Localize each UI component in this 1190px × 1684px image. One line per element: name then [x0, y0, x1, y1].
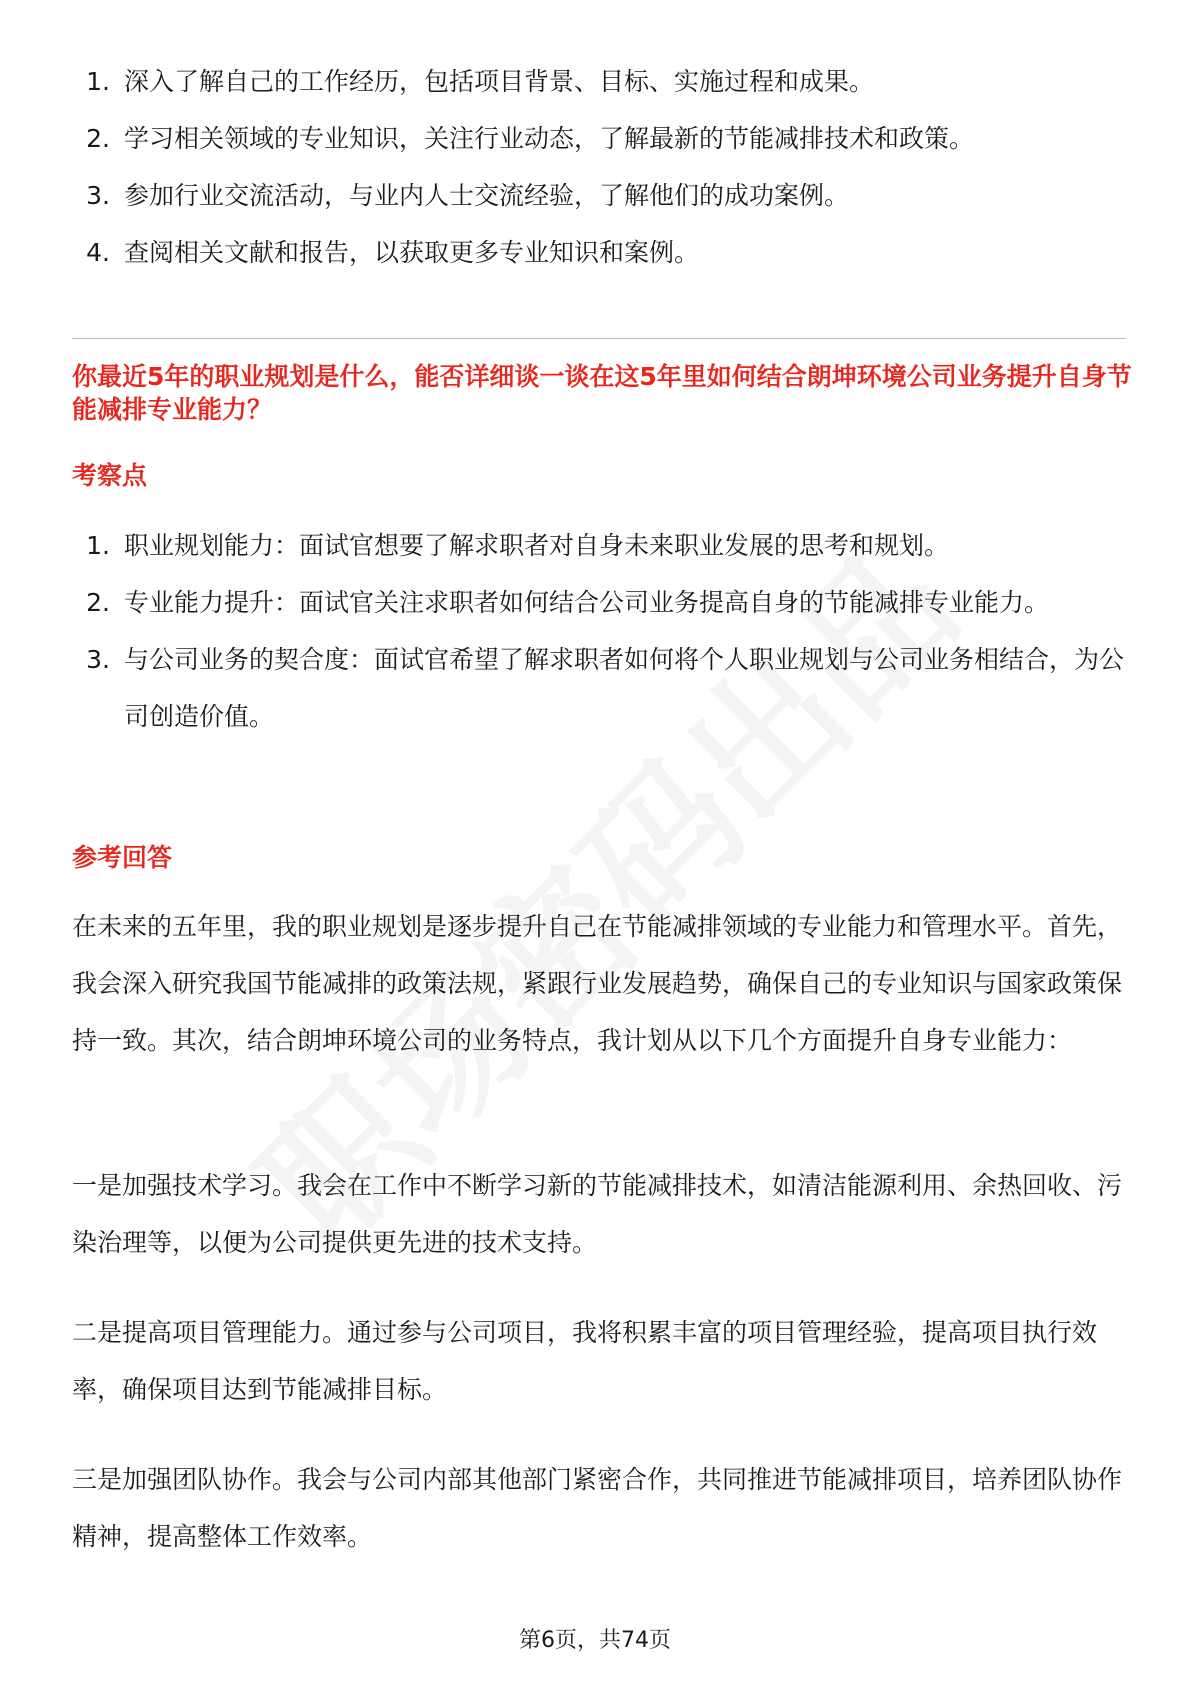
list-item — [72, 53, 1132, 110]
answer-heading: 参考回答 — [72, 843, 173, 872]
list-item — [72, 517, 1132, 574]
answer-paragraph: 二是提高项目管理能力。通过参与公司项目，我将积累丰富的项目管理经验，提高项目执行效率，确保项目达到节能减排目标。 — [72, 1318, 1098, 1404]
list-item-number: 2. — [86, 124, 110, 153]
list-item-number: 3. — [86, 645, 110, 674]
points-list — [72, 517, 1132, 745]
list-item-number: 2. — [86, 588, 110, 617]
section-divider — [72, 338, 1126, 339]
list-item — [72, 110, 1132, 167]
list-item-text: 职业规划能力：面试官想要了解求职者对自身未来职业发展的思考和规划。 — [124, 531, 950, 560]
points-heading: 考察点 — [72, 461, 148, 490]
list-item — [72, 224, 1132, 281]
answer-paragraph: 在未来的五年里，我的职业规划是逐步提升自己在节能减排领域的专业能力和管理水平。首先，我会深入研究我国节能减排的政策法规，紧跟行业发展趋势，确保自己的专业知识与国家政策保持一致。其次，结合朗坤环境公司的业务特点，我计划从以下几个方面提升自身专业能力： — [72, 912, 1123, 1055]
list-item-text: 专业能力提升：面试官关注求职者如何结合公司业务提高自身的节能减排专业能力。 — [124, 588, 1050, 617]
list-item-text: 深入了解自己的工作经历，包括项目背景、目标、实施过程和成果。 — [124, 67, 875, 96]
list-item-text: 学习相关领域的专业知识，关注行业动态，了解最新的节能减排技术和政策。 — [124, 124, 975, 153]
list-item-text: 查阅相关文献和报告，以获取更多专业知识和案例。 — [124, 238, 700, 267]
list-item-number: 1. — [86, 531, 110, 560]
list-item-number: 3. — [86, 181, 110, 210]
list-item — [72, 167, 1132, 224]
answer-paragraph: 一是加强技术学习。我会在工作中不断学习新的节能减排技术，如清洁能源利用、余热回收、污染治理等，以便为公司提供更先进的技术支持。 — [72, 1171, 1123, 1257]
list-item — [72, 574, 1132, 631]
list-item-number: 4. — [86, 238, 110, 267]
top-list — [72, 53, 1132, 281]
page-footer: 第6页，共74页 — [519, 1628, 671, 1653]
list-item — [72, 631, 1132, 745]
list-item-text: 参加行业交流活动，与业内人士交流经验，了解他们的成功案例。 — [124, 181, 850, 210]
question-heading: 你最近5年的职业规划是什么，能否详细谈一谈在这5年里如何结合朗坤环境公司业务提升自身节能减排专业能力？ — [72, 362, 1132, 424]
list-item-number: 1. — [86, 67, 110, 96]
answer-paragraph: 三是加强团队协作。我会与公司内部其他部门紧密合作，共同推进节能减排项目，培养团队协作精神，提高整体工作效率。 — [72, 1465, 1123, 1551]
list-item-text: 与公司业务的契合度：面试官希望了解求职者如何将个人职业规划与公司业务相结合，为公司创造价值。 — [124, 645, 1125, 731]
